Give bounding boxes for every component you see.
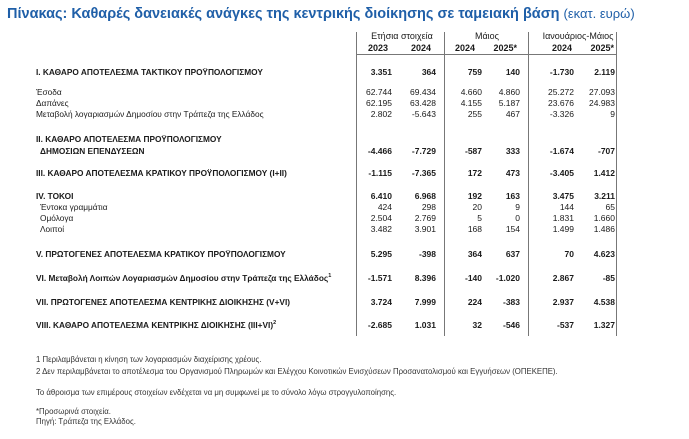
title-main: Πίνακας: Καθαρές δανειακές ανάγκες της κεντρικής διοίκησης σε ταμειακή βάση [7,6,560,22]
table-cell: 5.187 [498,98,520,108]
source-note: Πηγή: Τράπεζα της Ελλάδος. [36,417,136,426]
column-divider [528,32,529,336]
row-label-vi [36,273,331,283]
table-cell: 8.396 [414,273,436,283]
table-cell: 1.412 [593,168,615,178]
table-cell: 3.901 [414,224,436,234]
table-cell: -3.326 [549,109,574,119]
table-cell: 3.211 [594,191,615,201]
row-label-text: VIII. ΚΑΘΑΡΟ ΑΠΟΤΕΛΕΣΜΑ ΚΕΝΤΡΙΚΗΣ ΔΙΟΙΚΗΣΗΣ (III+VI) [36,320,274,330]
table-cell: 759 [467,67,482,77]
header-rule [356,54,616,55]
table-cell: 62.195 [366,98,392,108]
table-cell: -4.466 [367,146,392,156]
table-cell: 20 [472,202,482,212]
table-cell: 3.351 [370,67,392,77]
table-cell: -3.405 [549,168,574,178]
row-label: Δαπάνες [36,98,69,108]
group-header-may: Μάιος [474,31,500,41]
table-cell: 9 [515,202,520,212]
year-header: 2025* [590,43,614,53]
table-cell: 6.410 [370,191,392,201]
table-cell: 2.937 [552,297,574,307]
group-header-annual: Ετήσια στοιχεία [371,31,433,41]
row-label: Έσοδα [36,87,62,97]
table-cell: 1.031 [414,320,436,330]
table-cell: -398 [418,249,436,259]
year-header: 2024 [454,43,475,53]
table-cell: 25.272 [548,87,574,97]
table-cell: 192 [467,191,482,201]
year-header: 2023 [367,43,388,53]
table-cell: 2.119 [594,67,615,77]
year-header: 2024 [410,43,431,53]
table-cell: 2.867 [552,273,574,283]
row-label-viii [36,320,276,330]
table-cell: 2.802 [370,109,392,119]
table-cell: 140 [505,67,520,77]
row-label: Έντοκα γραμμάτια [40,202,108,212]
column-divider [356,32,357,336]
table-cell: 1.486 [593,224,615,234]
footnote-marker: 2 [273,320,277,327]
footnote-1: 1 Περιλαμβάνεται η κίνηση των λογαριασμών διαχείρισης χρέους. [36,355,262,364]
table-cell: -85 [602,273,615,283]
table-cell: 364 [421,67,436,77]
table-cell: 3.475 [552,191,574,201]
row-label: III. ΚΑΘΑΡΟ ΑΠΟΤΕΛΕΣΜΑ ΚΡΑΤΙΚΟΥ ΠΡΟΫΠΟΛΟΓΙΣΜΟΥ (I+II) [36,168,287,178]
table-cell: 3.724 [370,297,392,307]
table-cell: 473 [505,168,520,178]
table-cell: 364 [467,249,482,259]
table-cell: 1.327 [593,320,615,330]
table-cell: -7.365 [411,168,436,178]
table-cell: -2.685 [367,320,392,330]
column-divider [616,32,617,336]
row-label-continued: ΔΗΜΟΣΙΩΝ ΕΠΕΝΔΥΣΕΩΝ [40,146,145,156]
table-cell: 333 [505,146,520,156]
table-cell: 298 [421,202,436,212]
table-cell: 255 [467,109,482,119]
table-cell: 27.093 [589,87,615,97]
table-cell: 69.434 [410,87,436,97]
table-cell: 2.769 [414,213,436,223]
table-cell: -1.730 [549,67,574,77]
table-cell: 172 [467,168,482,178]
table-cell: -537 [556,320,574,330]
table-cell: -140 [464,273,482,283]
table-cell: 4.860 [498,87,520,97]
table-cell: 4.623 [593,249,615,259]
provisional-note: *Προσωρινά στοιχεία. [36,407,111,416]
table-cell: 637 [505,249,520,259]
table-cell: 23.676 [548,98,574,108]
table-cell: 1.660 [593,213,615,223]
row-label: Μεταβολή λογαριασμών Δημοσίου στην Τράπεζα της Ελλάδος [36,109,264,119]
table-cell: 224 [467,297,482,307]
row-label: I. ΚΑΘΑΡΟ ΑΠΟΤΕΛΕΣΜΑ ΤΑΚΤΙΚΟΥ ΠΡΟΫΠΟΛΟΓΙΣΜΟΥ [36,67,263,77]
table-cell: 5.295 [370,249,392,259]
table-cell: 5 [477,213,482,223]
table-cell: -587 [464,146,482,156]
year-header: 2025* [493,43,517,53]
table-cell: 0 [515,213,520,223]
table-cell: 163 [505,191,520,201]
table-cell: 4.538 [593,297,615,307]
row-label: IV. ΤΟΚΟΙ [36,191,74,201]
row-label: V. ΠΡΩΤΟΓΕΝΕΣ ΑΠΟΤΕΛΕΣΜΑ ΚΡΑΤΙΚΟΥ ΠΡΟΫΠΟΛΟΓΙΣΜΟΥ [36,249,286,259]
table-cell: -1.674 [549,146,574,156]
table-cell: 62.744 [366,87,392,97]
row-label: Λοιποί [40,224,65,234]
footnote-2: 2 Δεν περιλαμβάνεται το αποτέλεσμα του Οργανισμού Πληρωμών και Ελέγχου Κοινοτικών Ενισχύσεων Προσανατολισμού και Εγγυήσεων (ΟΠΕΚΕΠΕ). [36,367,558,376]
row-label: II. ΚΑΘΑΡΟ ΑΠΟΤΕΛΕΣΜΑ ΠΡΟΫΠΟΛΟΓΙΣΜΟΥ [36,134,222,144]
table-cell: 467 [505,109,520,119]
year-header: 2024 [551,43,572,53]
table-cell: 154 [505,224,520,234]
table-cell: 70 [564,249,574,259]
table-title [7,6,635,22]
table-cell: 168 [467,224,482,234]
table-cell: 4.155 [460,98,482,108]
table-cell: -1.571 [367,273,392,283]
footnote-marker: 1 [328,273,332,280]
table-cell: 6.968 [414,191,436,201]
title-unit: (εκατ. ευρώ) [563,6,635,21]
table-cell: 2.504 [370,213,392,223]
table-cell: -1.115 [368,168,392,178]
table-cell: 3.482 [370,224,392,234]
table-cell: 32 [472,320,482,330]
table-cell: 9 [610,109,615,119]
table-cell: 63.428 [410,98,436,108]
row-label-text: VI. Μεταβολή Λοιπών Λογαριασμών Δημοσίου στην Τράπεζα της Ελλάδος [36,273,329,283]
column-divider [444,32,445,336]
table-cell: -707 [597,146,615,156]
table-cell: 144 [559,202,574,212]
table-cell: 4.660 [460,87,482,97]
row-label: Ομόλογα [40,213,74,223]
table-cell: 7.999 [414,297,436,307]
table-cell: -5.643 [411,109,436,119]
table-cell: -383 [502,297,520,307]
rounding-note: Το άθροισμα των επιμέρους στοιχείων ενδέχεται να μη συμφωνεί με το σύνολο λόγω στρογγυλοποίησης. [36,388,397,397]
table-cell: 65 [605,202,615,212]
table-cell: 424 [377,202,392,212]
table-cell: -1.020 [495,273,520,283]
table-cell: 24.983 [589,98,615,108]
table-cell: 1.831 [552,213,574,223]
table-cell: -546 [502,320,520,330]
group-header-jan-may: Ιανουάριος-Μάιος [542,31,614,41]
row-label: VII. ΠΡΩΤΟΓΕΝΕΣ ΑΠΟΤΕΛΕΣΜΑ ΚΕΝΤΡΙΚΗΣ ΔΙΟΙΚΗΣΗΣ (V+VI) [36,297,291,307]
table-cell: -7.729 [411,146,436,156]
table-cell: 1.499 [552,224,574,234]
